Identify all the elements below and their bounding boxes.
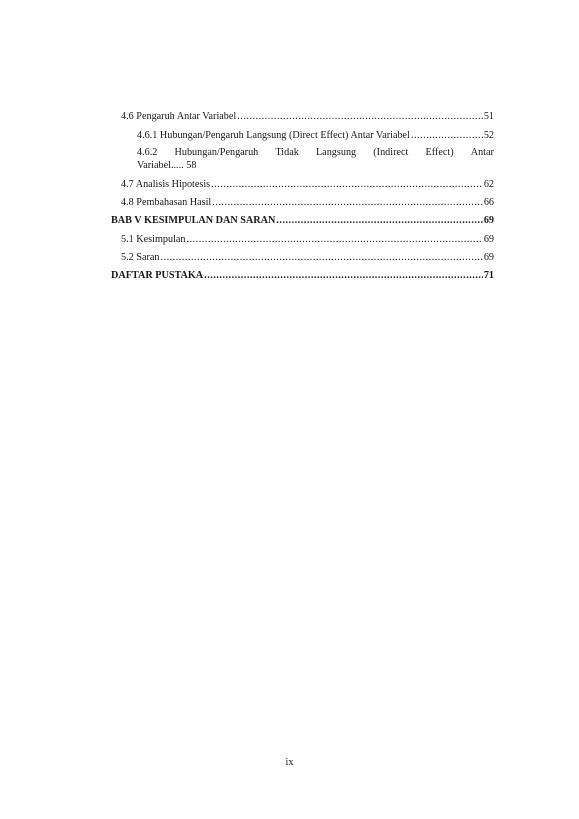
toc-entry-title-line2: Variabel..... 58 — [137, 159, 197, 171]
toc-entry-5-1 — [121, 233, 494, 246]
toc-entry-page: 62 — [483, 179, 494, 190]
toc-word: (Indirect — [373, 147, 409, 158]
toc-entry-daftar-pustaka — [111, 269, 494, 282]
toc-leader-dots — [211, 178, 483, 191]
toc-leader-dots — [276, 214, 482, 227]
toc-entry-title: DAFTAR PUSTAKA — [111, 270, 204, 281]
toc-word: Hubungan/Pengaruh — [174, 147, 259, 158]
toc-entry-4-6 — [121, 110, 494, 123]
page-number: ix — [285, 757, 294, 768]
toc-leader-dots — [237, 110, 483, 123]
toc-entry-title: 5.2 Saran — [121, 252, 160, 263]
toc-entry-title: 4.8 Pembahasan Hasil — [121, 197, 212, 208]
toc-entry-bab-v — [111, 214, 494, 227]
toc-entry-4-6-1 — [137, 129, 494, 142]
toc-leader-dots — [204, 269, 483, 282]
toc-leader-dots — [187, 233, 483, 246]
toc-entry-5-2 — [121, 251, 494, 264]
toc-entry-title: 4.7 Analisis Hipotesis — [121, 179, 211, 190]
toc-entry-page: 66 — [483, 197, 494, 208]
toc-entry-title: 5.1 Kesimpulan — [121, 234, 186, 245]
toc-word: Antar — [470, 147, 494, 158]
toc-entry-title: 4.6.1 Hubungan/Pengaruh Langsung (Direct Effect) Antar Variabel — [137, 130, 410, 141]
toc-entry-4-8 — [121, 196, 494, 209]
toc-entry-page: 69 — [483, 252, 494, 263]
toc-entry-page: 69 — [483, 234, 494, 245]
toc-word: Langsung — [315, 147, 357, 158]
toc-word: Effect) — [425, 147, 454, 158]
toc-leader-dots — [411, 129, 483, 142]
toc-leader-dots — [160, 251, 482, 264]
toc-entry-page: 51 — [483, 111, 494, 122]
toc-leader-dots — [212, 196, 483, 209]
toc-entry-title: BAB V KESIMPULAN DAN SARAN — [111, 215, 276, 226]
toc-entry-4-7 — [121, 178, 494, 191]
toc-entry-title: 4.6 Pengaruh Antar Variabel — [121, 111, 237, 122]
toc-entry-4-6-2 — [137, 147, 494, 172]
toc-entry-title-line1 — [137, 147, 494, 160]
toc-entry-page: 52 — [483, 130, 494, 141]
toc-entry-page: 71 — [483, 270, 494, 281]
toc-entry-page: 69 — [483, 215, 494, 226]
toc-word: 4.6.2 — [137, 147, 158, 158]
toc-word: Tidak — [275, 147, 299, 158]
